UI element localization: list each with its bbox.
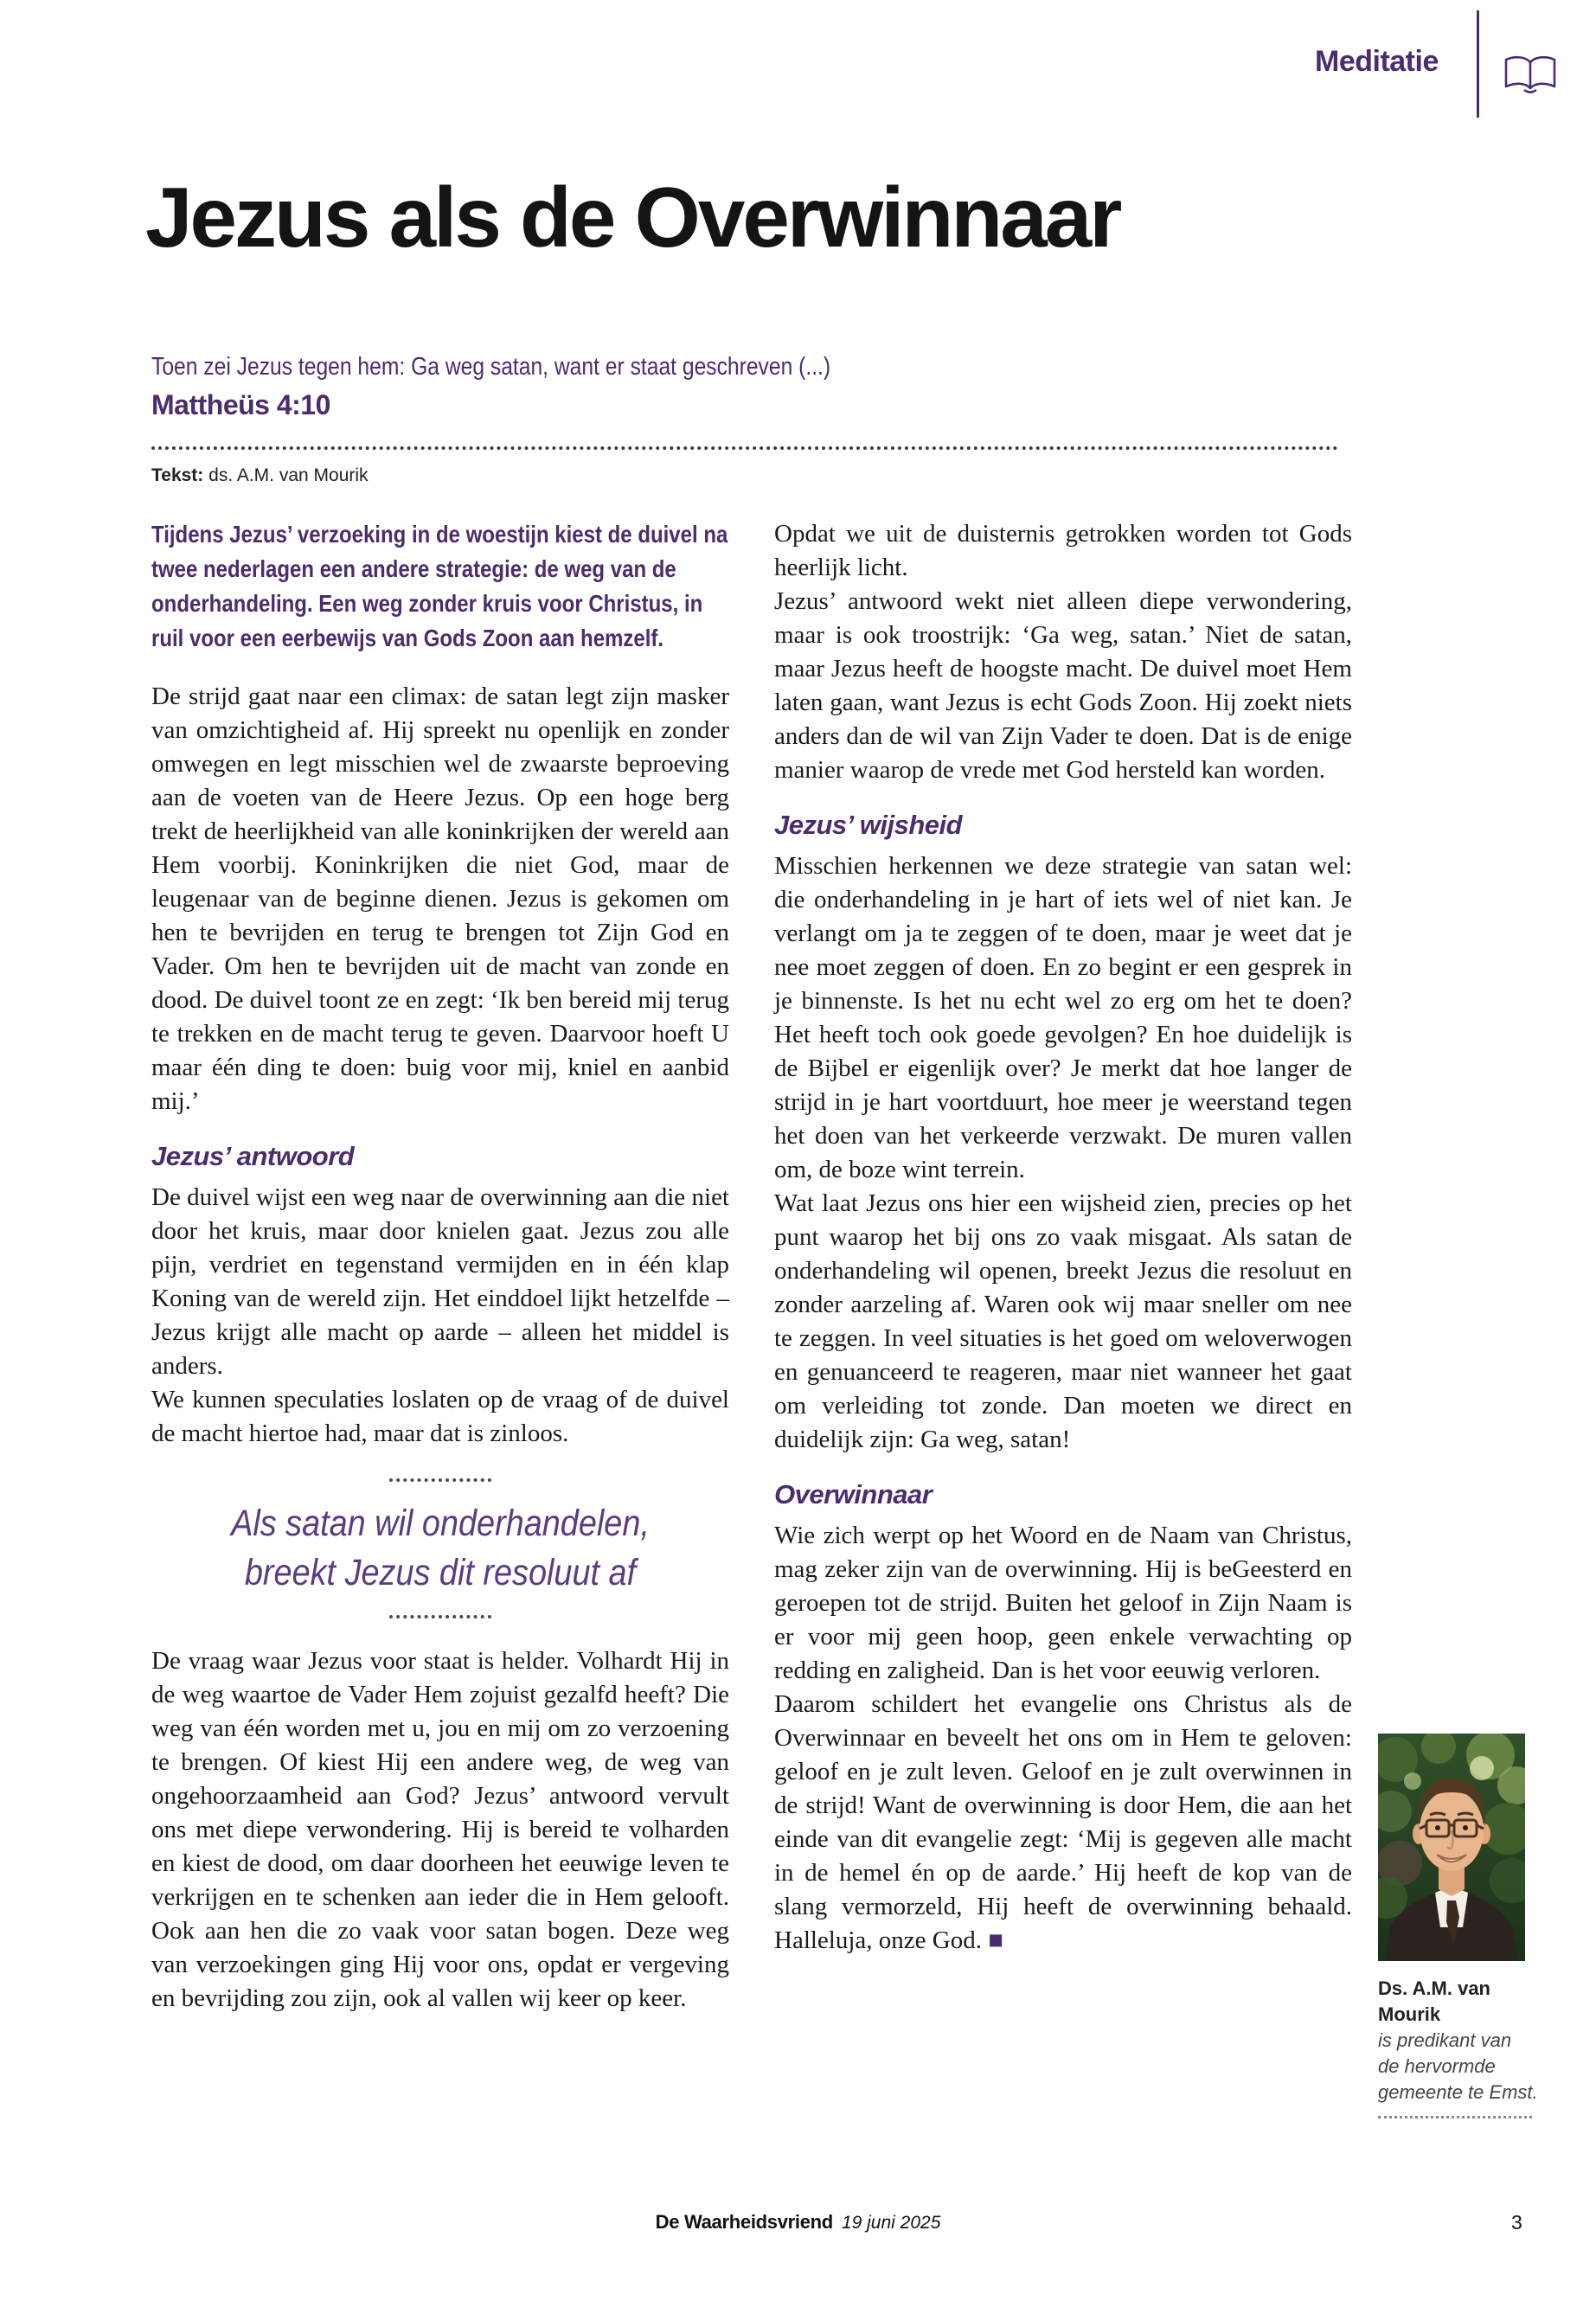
footer [0, 2211, 1596, 2234]
dotted-rule [151, 446, 1338, 450]
body-paragraph: De strijd gaat naar een climax: de satan legt zijn masker van omzichtigheid af. Hij spreekt nu openlijk en zonder omwegen en legt misschien wel de zwaarste beproeving aan de voeten van de Heere Jezus. Op een hoge berg trekt de heerlijkheid van alle koninkrijken der wereld aan Hem voorbij. Koninkrijken die niet God, maar de leugenaar van de beginne dienen. Jezus is gekomen om hen te bevrijden en terug te brengen tot Zijn God en Vader. Om hen te bevrijden uit de macht van zonde en dood. De duivel toont ze en zegt: ‘Ik ben bereid mij terug te trekken en de macht terug te geven. Daarvoor hoeft U maar één ding te doen: buig voor mij, kniel en aanbid mij.’ [151, 683, 729, 1115]
body-text: Daarom schildert het evangelie ons Christus als de Overwinnaar en beveelt het ons om in Hem te geloven: geloof en je zult leven. Geloof en je zult overwinnen in de strijd! Want de overwinning is door Hem, die aan het einde van dit evangelie zegt: ‘Mij is gegeven alle macht in de hemel én op de aarde.’ Hij heeft de kop van de slang vermorzeld, Hij heeft de overwinning behaald. Halleluja, onze God. [774, 1690, 1352, 1954]
magazine-name: De Waarheidsvriend [655, 2211, 833, 2233]
body-paragraph: We kunnen speculaties loslaten op de vraag of de duivel de macht hiertoe had, maar dat is zinloos. [151, 1386, 729, 1447]
byline-label: Tekst: [151, 465, 204, 485]
right-column [774, 517, 1352, 1958]
byline-author: ds. A.M. van Mourik [208, 465, 369, 485]
body-paragraph: Wie zich werpt op het Woord en de Naam van Christus, mag zeker zijn van de overwinning. Hij is beGeesterd en geroepen tot de strijd. Buiten het geloof in Zijn Naam is er voor mij geen hoop, geen enkele verwachting op redding en zaligheid. Dan is het voor eeuwig verloren. [774, 1522, 1352, 1684]
header-divider [1477, 10, 1479, 118]
body-paragraph: Misschien herkennen we deze strategie van satan wel: die onderhandeling in je hart of iets wel of niet kan. Je verlangt om ja te zeggen of te doen, maar je weet dat je nee moet zeggen of doen. En zo begint er een gesprek in je binnenste. Is het nu echt wel zo erg om het te doen? Het heeft toch ook goede gevolgen? En hoe duidelijk is de Bijbel er eigenlijk over? Je merkt dat hoe langer de strijd in je hart voortduurt, hoe meer je weerstand tegen het doen van het verkeerde verzwakt. De muren vallen om, de boze wint terrein. [774, 852, 1352, 1183]
open-book-icon [1503, 54, 1557, 95]
author-role-line: gemeente te Emst. [1378, 2081, 1538, 2103]
author-caption [1378, 1976, 1542, 2118]
pull-quote-block [151, 1478, 729, 1618]
article-title: Jezus als de Overwinnaar [145, 170, 1120, 265]
body-paragraph: Jezus’ antwoord wekt niet alleen diepe verwondering, maar is ook troostrijk: ‘Ga weg, satan.’ Niet de satan, maar Jezus heeft de hoogste macht. De duivel moet Hem laten gaan, want Jezus is echt Gods Zoon. Hij zoekt niets anders dan de wil van Zijn Vader te doen. Dat is de enige manier waarop de vrede met God hersteld kan worden. [774, 587, 1352, 784]
body-paragraph [774, 1688, 1352, 1958]
section-label: Meditatie [1315, 45, 1439, 78]
end-of-article-marker: ■ [988, 1926, 1003, 1954]
body-paragraph: De vraag waar Jezus voor staat is helder. Volhardt Hij in de weg waartoe de Vader Hem zojuist gezalfd heeft? Die weg van één worden met u, jou en mij om zo verzoening te brengen. Of kiest Hij een andere weg, de weg van ongehoorzaamheid aan God? Jezus’ antwoord vervult ons met diepe verwondering. Hij is bereid te volharden en kiest de dood, om daar doorheen het eeuwige leven te verkrijgen en te schenken aan ieder die in Hem gelooft. Ook aan hen die zo vaak voor satan bogen. Deze weg van verzoekingen ging Hij voor ons, opdat er vergeving en bevrijding zou zijn, ook al vallen wij keer op keer. [151, 1647, 729, 2012]
caption-dotted-rule [1378, 2116, 1532, 2118]
dotted-separator [389, 1478, 491, 1482]
author-name: Ds. A.M. van Mourik [1378, 1977, 1490, 2025]
page-number: 3 [1511, 2211, 1522, 2234]
byline [151, 465, 369, 486]
subhead-jezus-antwoord: Jezus’ antwoord [151, 1141, 355, 1171]
pull-quote-line: Als satan wil onderhandelen, [231, 1503, 650, 1544]
left-column [151, 517, 729, 2016]
body-paragraph: Wat laat Jezus ons hier een wijsheid zien, precies op het punt waarop het bij ons zo vaak misgaat. Als satan de onderhandeling wil openen, breekt Jezus die resoluut en zonder aarzeling af. Waren ook wij maar sneller om nee te zeggen. In veel situaties is het goed om weloverwogen en genuanceerd te reageren, maar niet wanneer het gaat om verleiding tot zonde. Dan moeten we direct en duidelijk zijn: Ga weg, satan! [774, 1189, 1352, 1453]
subhead-jezus-wijsheid: Jezus’ wijsheid [774, 810, 963, 840]
verse-reference: Mattheüs 4:10 [151, 389, 330, 420]
author-photo [1378, 1734, 1525, 1961]
verse-text: Toen zei Jezus tegen hem: Ga weg satan, want er staat geschreven (...) [151, 353, 831, 381]
dotted-separator [389, 1615, 491, 1618]
lead-paragraph: Tijdens Jezus’ verzoeking in de woestijn kiest de duivel na twee nederlagen een andere strategie: de weg van de onderhandeling. Een weg zonder kruis voor Christus, in ruil voor een eerbewijs van Gods Zoon aan hemzelf. [151, 521, 728, 651]
author-role-line: is predikant van [1378, 2029, 1512, 2051]
author-role-line: de hervormde [1378, 2055, 1496, 2077]
pull-quote [186, 1499, 695, 1598]
body-paragraph: De duivel wijst een weg naar de overwinning aan die niet door het kruis, maar door knielen gaat. Jezus zou alle pijn, verdriet en tegenstand vermijden en in één klap Koning van de wereld zijn. Het einddoel lijkt hetzelfde – Jezus krijgt alle macht op aarde – alleen het middel is anders. [151, 1183, 729, 1380]
subhead-overwinnaar: Overwinnaar [774, 1479, 933, 1509]
body-paragraph: Opdat we uit de duisternis getrokken worden tot Gods heerlijk licht. [774, 520, 1352, 581]
pull-quote-line: breekt Jezus dit resoluut af [244, 1552, 637, 1593]
issue-date: 19 juni 2025 [841, 2213, 941, 2233]
